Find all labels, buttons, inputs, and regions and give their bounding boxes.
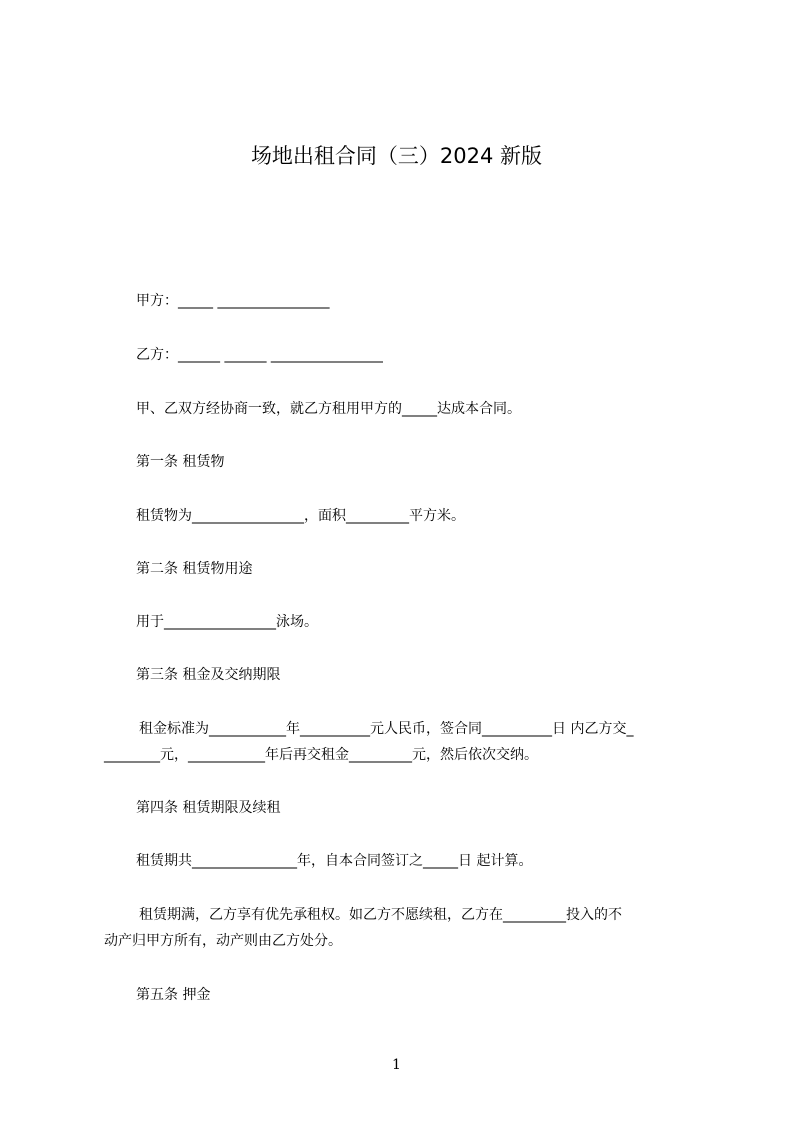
intro-paragraph: 甲、乙双方经协商一致，就乙方租用甲方的_____达成本合同。 [136, 401, 521, 417]
article-2-body: 用于________________泳场。 [136, 614, 318, 630]
document-title: 场地出租合同（三）2024 新版 [250, 144, 543, 168]
article-5-heading: 第五条 押金 [136, 987, 211, 1003]
article-4-renewal-line-2: 动产归甲方所有，动产则由乙方处分。 [104, 933, 342, 949]
article-4-body: 租赁期共_______________年，自本合同签订之_____日 起计算。 [136, 853, 533, 869]
article-1-body: 租赁物为________________，面积_________平方米。 [136, 508, 465, 524]
article-4-heading: 第四条 租赁期限及续租 [136, 800, 281, 816]
article-3-heading: 第三条 租金及交纳期限 [136, 667, 281, 683]
article-2-heading: 第二条 租赁物用途 [136, 561, 253, 577]
article-3-body-line-2: ________元，___________年后再交租金_________元，然后依次交纳。 [104, 747, 538, 763]
article-4-renewal-line-1: 租赁期满，乙方享有优先承租权。如乙方不愿续租，乙方在_________投入的不 [139, 907, 622, 923]
page-number: 1 [392, 1057, 401, 1073]
article-3-body-line-1: 租金标准为___________年__________元人民币，签合同__________日 内乙方交_ [139, 721, 634, 737]
article-1-heading: 第一条 租赁物 [136, 454, 225, 470]
party-b-line: 乙方：______ ______ ________________ [136, 347, 383, 363]
party-a-line: 甲方：_____ ________________ [136, 293, 330, 309]
